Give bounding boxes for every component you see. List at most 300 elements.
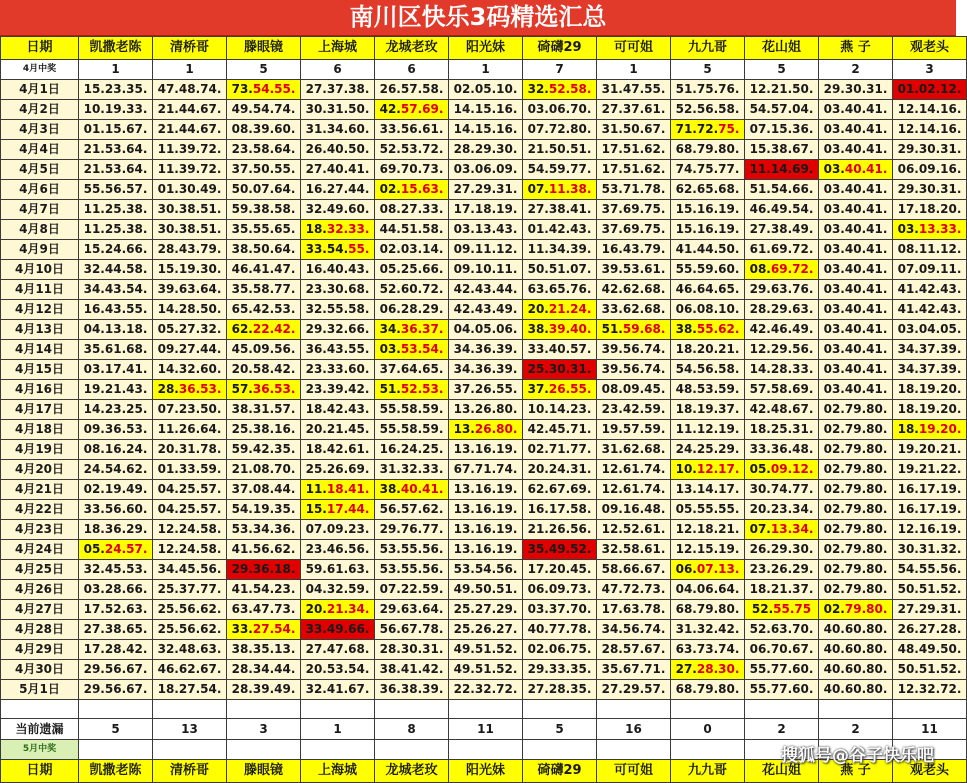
number-cell <box>671 620 745 640</box>
cell-number: 12.14.16. <box>897 102 962 116</box>
cell-number: 30.74.77. <box>749 482 814 496</box>
number-cell <box>375 520 449 540</box>
cell-number: 38.50.64. <box>231 242 296 256</box>
cell-number: 35.61.68. <box>83 342 148 356</box>
cell-number: 11.25.38. <box>83 202 148 216</box>
cell-number: 02.79.80. <box>823 562 888 576</box>
number-cell <box>301 540 375 560</box>
cell-number: 49.51.52. <box>453 662 518 676</box>
cell-number: 02.79.80. <box>823 542 888 556</box>
april-win-count: 1 <box>449 60 523 80</box>
number-cell <box>745 460 819 480</box>
number-cell <box>227 320 301 340</box>
number-cell <box>301 280 375 300</box>
empty-cell <box>301 700 375 719</box>
number-cell <box>819 100 893 120</box>
cell-number: 63.65.76. <box>527 282 592 296</box>
cell-number: 27.38.49. <box>749 222 814 236</box>
cell-number: 02.71.77. <box>527 442 592 456</box>
cell-number: 27.38.65. <box>83 622 148 636</box>
number-cell <box>301 480 375 500</box>
cell-number: 51. <box>379 382 401 396</box>
number-cell <box>745 80 819 100</box>
number-cell <box>79 500 153 520</box>
number-cell <box>671 600 745 620</box>
cell-number: 56.67.78. <box>379 622 444 636</box>
number-cell <box>523 400 597 420</box>
cell-number: 40.60.80. <box>823 622 888 636</box>
number-cell <box>745 100 819 120</box>
cell-number: 03.37.70. <box>527 602 592 616</box>
number-cell <box>671 520 745 540</box>
column-header: 凯撒老陈 <box>79 37 153 60</box>
number-cell <box>79 360 153 380</box>
number-cell <box>745 120 819 140</box>
cell-number: 29.63.76. <box>749 282 814 296</box>
cell-number: 08.16.24. <box>83 442 148 456</box>
number-cell <box>449 660 523 680</box>
cell-hit-number: 36.53. <box>178 382 222 396</box>
number-cell <box>745 600 819 620</box>
cell-number: 44.51.58. <box>379 222 444 236</box>
april-win-count: 5 <box>745 60 819 80</box>
april-win-count: 5 <box>671 60 745 80</box>
cell-hit-number: 22.42. <box>252 322 296 336</box>
cell-number: 25.56.62. <box>157 622 222 636</box>
number-cell <box>597 340 671 360</box>
number-cell <box>227 120 301 140</box>
column-header: 清桥哥 <box>153 760 227 783</box>
cell-number: 02.05.10. <box>453 82 518 96</box>
number-cell <box>523 660 597 680</box>
cell-number: 17.18.19. <box>453 202 518 216</box>
cell-number: 55.58.59. <box>379 402 444 416</box>
cell-number: 42.62.68. <box>601 282 666 296</box>
number-cell <box>893 460 967 480</box>
number-cell <box>301 160 375 180</box>
number-cell <box>449 260 523 280</box>
number-cell <box>375 440 449 460</box>
number-cell <box>819 500 893 520</box>
cell-hit-number: 21.34. <box>326 602 370 616</box>
cell-number: 03.40.41. <box>823 342 888 356</box>
number-cell <box>153 300 227 320</box>
number-cell <box>819 240 893 260</box>
number-cell <box>893 340 967 360</box>
number-cell <box>893 520 967 540</box>
cell-number: 16.17.19. <box>897 482 962 496</box>
cell-number: 09.16.48. <box>601 502 666 516</box>
cell-number: 45.09.56. <box>231 342 296 356</box>
cell-number: 30.31.50. <box>305 102 370 116</box>
cell-number: 49.54.74. <box>231 102 296 116</box>
cell-number: 15.23.35. <box>83 82 148 96</box>
cell-number: 03.06.70. <box>527 102 592 116</box>
number-cell <box>671 80 745 100</box>
blank-row <box>1 700 967 719</box>
number-cell <box>153 660 227 680</box>
number-cell <box>375 660 449 680</box>
cell-number: 28. <box>157 382 179 396</box>
date-header: 日期 <box>1 760 79 783</box>
number-cell <box>375 500 449 520</box>
cell-number: 23.30.68. <box>305 282 370 296</box>
number-cell <box>153 360 227 380</box>
number-cell <box>79 240 153 260</box>
number-cell <box>375 320 449 340</box>
cell-number: 68.79.80. <box>675 602 740 616</box>
cell-hit-number: 24.57. <box>104 542 148 556</box>
miss-count: 1 <box>301 719 375 740</box>
cell-number: 41.56.62. <box>231 542 296 556</box>
cell-number: 10.14.23. <box>527 402 592 416</box>
cell-number: 05.27.32. <box>157 322 222 336</box>
cell-number: 08.09.45. <box>601 382 666 396</box>
cell-number: 21.53.64. <box>83 162 148 176</box>
number-cell <box>153 80 227 100</box>
number-cell <box>745 520 819 540</box>
miss-label: 当前遗漏 <box>1 719 79 740</box>
cell-number: 30.31.32. <box>897 542 962 556</box>
cell-number: 59.61.63. <box>305 562 370 576</box>
cell-number: 02.03.14. <box>379 242 444 256</box>
number-cell <box>523 140 597 160</box>
number-cell <box>893 160 967 180</box>
cell-hit-number: 11.38. <box>548 182 592 196</box>
cell-number: 34.56.74. <box>601 622 666 636</box>
cell-number: 03. <box>379 342 401 356</box>
number-cell <box>745 440 819 460</box>
number-cell <box>153 340 227 360</box>
cell-number: 29.30.31. <box>823 82 888 96</box>
cell-number: 06.09.73. <box>527 582 592 596</box>
cell-number: 14.28.33. <box>749 362 814 376</box>
row-date: 4月29日 <box>1 640 79 660</box>
number-cell <box>745 320 819 340</box>
number-cell <box>819 440 893 460</box>
cell-number: 33.56.61. <box>379 122 444 136</box>
number-cell <box>671 540 745 560</box>
cell-number: 15.16.19. <box>675 202 740 216</box>
cell-number: 61.69.72. <box>749 242 814 256</box>
data-row <box>1 240 967 260</box>
cell-number: 53.55.56. <box>379 562 444 576</box>
column-header: 碕礴29 <box>523 760 597 783</box>
cell-number: 20.21.45. <box>305 422 370 436</box>
number-cell <box>79 380 153 400</box>
number-cell <box>301 560 375 580</box>
number-cell <box>671 580 745 600</box>
cell-number: 07.72.80. <box>527 122 592 136</box>
number-cell <box>671 120 745 140</box>
number-cell <box>153 320 227 340</box>
number-cell <box>671 200 745 220</box>
empty-cell <box>79 700 153 719</box>
number-cell <box>79 320 153 340</box>
number-cell <box>227 440 301 460</box>
number-cell <box>523 280 597 300</box>
cell-number: 16.43.79. <box>601 242 666 256</box>
cell-number: 31.32.33. <box>379 462 444 476</box>
cell-number: 31.50.67. <box>601 122 666 136</box>
cell-number: 02.79.80. <box>823 502 888 516</box>
cell-number: 54.57.04. <box>749 102 814 116</box>
number-cell <box>153 620 227 640</box>
cell-number: 59.42.35. <box>231 442 296 456</box>
number-cell <box>597 480 671 500</box>
row-date: 4月22日 <box>1 500 79 520</box>
cell-hit-number: 32.33. <box>326 222 370 236</box>
cell-number: 53.55.56. <box>379 542 444 556</box>
number-cell <box>375 460 449 480</box>
cell-number: 21.44.67. <box>157 122 222 136</box>
row-date: 4月3日 <box>1 120 79 140</box>
cell-hit-number: 69.72. <box>770 262 814 276</box>
number-cell <box>153 480 227 500</box>
number-cell <box>227 500 301 520</box>
cell-number: 32.49.60. <box>305 202 370 216</box>
cell-number: 03.40.41. <box>823 182 888 196</box>
cell-number: 33.49.66. <box>305 622 370 636</box>
number-cell <box>819 600 893 620</box>
cell-hit-number: 17.44. <box>326 502 370 516</box>
cell-number: 46.41.47. <box>231 262 296 276</box>
row-date: 4月6日 <box>1 180 79 200</box>
may-win-count <box>153 740 227 760</box>
number-cell <box>523 620 597 640</box>
cell-number: 33.54. <box>305 242 349 256</box>
cell-number: 02.79.80. <box>823 522 888 536</box>
cell-number: 40.60.80. <box>823 682 888 696</box>
cell-number: 18.20.21. <box>675 342 740 356</box>
cell-number: 33.56.60. <box>83 502 148 516</box>
cell-number: 58.66.67. <box>601 562 666 576</box>
cell-number: 26.57.58. <box>379 82 444 96</box>
cell-number: 06.09.16. <box>897 162 962 176</box>
cell-number: 17.20.45. <box>527 562 592 576</box>
number-cell <box>523 320 597 340</box>
row-date: 4月16日 <box>1 380 79 400</box>
cell-number: 21.44.67. <box>157 102 222 116</box>
cell-number: 22.32.72. <box>453 682 518 696</box>
number-cell <box>597 120 671 140</box>
cell-number: 10.19.33. <box>83 102 148 116</box>
cell-number: 15.16.19. <box>675 222 740 236</box>
cell-number: 30.38.51. <box>157 222 222 236</box>
data-row <box>1 280 967 300</box>
data-row <box>1 540 967 560</box>
number-cell <box>227 240 301 260</box>
cell-number: 11.12.19. <box>675 422 740 436</box>
empty-cell <box>819 700 893 719</box>
cell-number: 52.53.72. <box>379 142 444 156</box>
cell-number: 50.07.64. <box>231 182 296 196</box>
number-cell <box>449 640 523 660</box>
number-cell <box>819 460 893 480</box>
number-cell <box>153 220 227 240</box>
number-cell <box>449 540 523 560</box>
cell-number: 13.16.19. <box>453 542 518 556</box>
number-cell <box>597 540 671 560</box>
row-date: 4月24日 <box>1 540 79 560</box>
cell-number: 39.53.61. <box>601 262 666 276</box>
cell-number: 04.05.06. <box>453 322 518 336</box>
number-cell <box>745 200 819 220</box>
number-cell <box>523 680 597 700</box>
number-cell <box>301 440 375 460</box>
row-date: 4月14日 <box>1 340 79 360</box>
cell-number: 34.37.39. <box>897 362 962 376</box>
number-cell <box>227 220 301 240</box>
number-cell <box>745 560 819 580</box>
cell-number: 15.38.67. <box>749 142 814 156</box>
cell-number: 31.47.55. <box>601 82 666 96</box>
number-cell <box>375 600 449 620</box>
number-cell <box>819 320 893 340</box>
cell-number: 50.51.52. <box>897 662 962 676</box>
number-cell <box>449 400 523 420</box>
cell-number: 35.67.71. <box>601 662 666 676</box>
cell-number: 04.25.57. <box>157 482 222 496</box>
cell-number: 68.79.80. <box>675 142 740 156</box>
header-row <box>1 37 967 60</box>
number-cell <box>301 220 375 240</box>
number-cell <box>227 360 301 380</box>
row-date: 4月2日 <box>1 100 79 120</box>
number-cell <box>153 520 227 540</box>
number-cell <box>671 660 745 680</box>
number-cell <box>375 260 449 280</box>
cell-number: 29.30.31. <box>897 182 962 196</box>
number-cell <box>301 200 375 220</box>
column-header: 燕 子 <box>819 37 893 60</box>
number-cell <box>893 500 967 520</box>
results-table <box>0 36 967 783</box>
cell-hit-number: 27.54. <box>252 622 296 636</box>
cell-number: 41.42.43. <box>897 302 962 316</box>
number-cell <box>227 200 301 220</box>
cell-number: 31.32.42. <box>675 622 740 636</box>
cell-number: 02.79.80. <box>823 422 888 436</box>
number-cell <box>79 280 153 300</box>
number-cell <box>745 300 819 320</box>
cell-number: 12.29.56. <box>749 342 814 356</box>
cell-number: 05. <box>749 462 771 476</box>
number-cell <box>227 640 301 660</box>
number-cell <box>153 540 227 560</box>
number-cell <box>597 440 671 460</box>
row-date: 4月30日 <box>1 660 79 680</box>
cell-number: 20.53.54. <box>305 662 370 676</box>
number-cell <box>227 280 301 300</box>
cell-number: 34. <box>379 322 401 336</box>
cell-number: 32.55.58. <box>305 302 370 316</box>
number-cell <box>375 540 449 560</box>
cell-hit-number: 40.41. <box>400 482 444 496</box>
number-cell <box>301 260 375 280</box>
number-cell <box>819 380 893 400</box>
number-cell <box>671 480 745 500</box>
number-cell <box>227 580 301 600</box>
cell-number: 26.40.50. <box>305 142 370 156</box>
cell-hit-number: 07.13. <box>696 562 740 576</box>
number-cell <box>153 680 227 700</box>
cell-number: 06.08.10. <box>675 302 740 316</box>
cell-number: 11. <box>305 482 327 496</box>
cell-number: 37.69.75. <box>601 202 666 216</box>
number-cell <box>375 100 449 120</box>
number-cell <box>449 140 523 160</box>
number-cell <box>523 180 597 200</box>
number-cell <box>893 680 967 700</box>
row-date: 4月12日 <box>1 300 79 320</box>
cell-number: 32.41.67. <box>305 682 370 696</box>
cell-number: 19.57.59. <box>601 422 666 436</box>
miss-row <box>1 719 967 740</box>
cell-number: 52.56.58. <box>675 102 740 116</box>
cell-number: 16.17.58. <box>527 502 592 516</box>
number-cell <box>375 220 449 240</box>
april-win-count: 6 <box>301 60 375 80</box>
number-cell <box>819 160 893 180</box>
data-row <box>1 140 967 160</box>
cell-number: 28.57.67. <box>601 642 666 656</box>
number-cell <box>227 180 301 200</box>
number-cell <box>819 560 893 580</box>
cell-number: 27.37.61. <box>601 102 666 116</box>
cell-number: 03.04.05. <box>897 322 962 336</box>
cell-number: 16.40.43. <box>305 262 370 276</box>
cell-number: 55.56.57. <box>83 182 148 196</box>
row-date: 4月10日 <box>1 260 79 280</box>
number-cell <box>227 140 301 160</box>
cell-number: 23.33.60. <box>305 362 370 376</box>
number-cell <box>819 640 893 660</box>
number-cell <box>79 540 153 560</box>
cell-number: 18.42.61. <box>305 442 370 456</box>
cell-number: 54.55.56. <box>897 562 962 576</box>
miss-count: 8 <box>375 719 449 740</box>
cell-number: 32.45.53. <box>83 562 148 576</box>
cell-number: 25.26.27. <box>453 622 518 636</box>
number-cell <box>597 660 671 680</box>
cell-number: 07. <box>749 522 771 536</box>
number-cell <box>153 560 227 580</box>
number-cell <box>301 420 375 440</box>
row-date: 4月8日 <box>1 220 79 240</box>
april-win-count: 5 <box>227 60 301 80</box>
number-cell <box>671 360 745 380</box>
number-cell <box>597 360 671 380</box>
cell-number: 04.13.18. <box>83 322 148 336</box>
data-row <box>1 180 967 200</box>
number-cell <box>893 580 967 600</box>
number-cell <box>745 260 819 280</box>
number-cell <box>449 80 523 100</box>
number-cell <box>301 620 375 640</box>
number-cell <box>79 580 153 600</box>
cell-number: 24.25.29. <box>675 442 740 456</box>
number-cell <box>893 400 967 420</box>
cell-number: 18. <box>305 222 327 236</box>
cell-number: 03.40.41. <box>823 262 888 276</box>
number-cell <box>671 140 745 160</box>
number-cell <box>153 200 227 220</box>
cell-number: 02.19.49. <box>83 482 148 496</box>
number-cell <box>79 220 153 240</box>
number-cell <box>745 280 819 300</box>
cell-number: 11.26.64. <box>157 422 222 436</box>
